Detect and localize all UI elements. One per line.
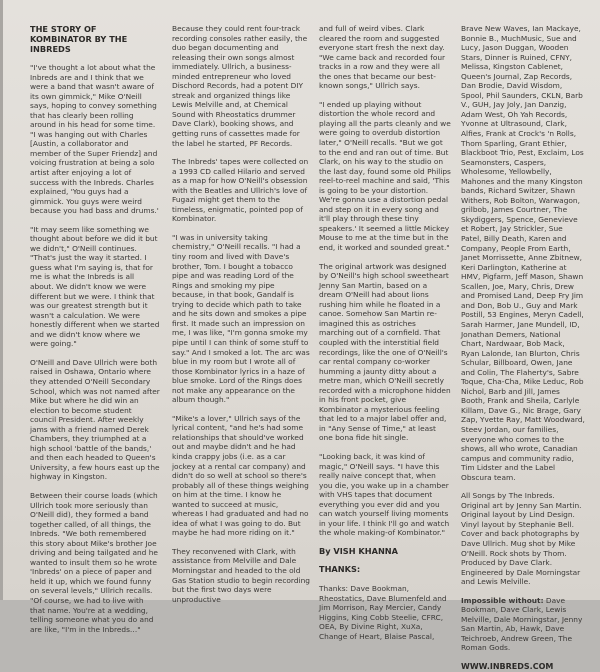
article-paragraph: "It may seem like something we thought about before we did it but we didn't," O'Neill continues. "That's just the way it started. I guess what I'm saying is, that for me is what the Inbreds is all about. We didn't know we were different but we were. I think that was our greatest strength but it wasn't a calculation. We were honestly different when we started and we didn't know where we were going." (30, 224, 160, 349)
article-paragraph: "Looking back, it was kind of magic," O'Neill says. "I have this really naive concept that, when you die, you wake up in a chamber with VHS tapes that document everything you ever did and you can watch yourself living moments in your life. I think I'll go and watch the whole making-of Kombinator." (319, 451, 450, 538)
credits-paragraph: All Songs by The Inbreds. Original art by Jenny San Martin. Original layout by Lind Design. Vinyl layout by Stephanie Bell. Cover and back photographs by Dave Ullrich. Mug shot by Mike O'Neill. Rock shots by Thom. Produced by Dave Clark. Engineered by Dale Morningstar and Lewis Melville. (461, 491, 582, 587)
article-paragraph: "Mike's a lover," Ullrich says of the lyrical content, "and he's had some relationships that should've worked out and maybe didn't and he had kinda crappy jobs (i.e. as a car jockey at a rental car company) and didn't do so well at school so there's probably all of these things weighing on him at the time. I know he wanted to succeed at music, whereas I had graduated and had no idea of what I was going to do. But maybe he had more riding on it." (172, 413, 309, 538)
impossible-without-names: Dave Bookman, Dave Clark, Lewis Melville, Dale Morningstar, Jenny San Martin, Ab, Hawk, Dave Teichroeb, Andrew Green, The Roman Gods. (461, 595, 583, 653)
thanks-paragraph: Thanks: Dave Bookman, Rheostatics, Dave Blumenfeld and Jim Morrison, Ray Mercier, Candy Higgins, King Cobb Steelie, CFRC, OEA, By Divine Right, XuXa, Change of Heart, Blaise Pascal, (319, 583, 447, 641)
page-edge-shadow (0, 0, 3, 600)
column-4 (461, 24, 585, 672)
article-paragraph: O'Neill and Dave Ullrich were both raised in Oshawa, Ontario where they attended O'Neill Secondary School, which was not named after Mike but where he did win an election to become student council President. After weekly jams with a friend named Derek Chambers, they triumphed at a high school 'battle of the bands,' and then each headed to Queen's University, a few hours east up the highway in Kingston. (30, 357, 160, 482)
article-paragraph: "I ended up playing without distortion the whole record and playing all the parts cleanly and we were going to overdub distortion later," O'Neill recalls. "But we got to the end and ran out of time. But Clark, on his way to the studio on the last day, found some old Philips reel-to-reel machine and said, 'This is going to be your distortion. We're gonna use a distortion pedal and step on it in every song and it'll play through these tiny speakers.' It seemed a little Mickey Mouse to me at the time but in the end, it worked and sounded great." (319, 99, 451, 253)
thanks-list: Brave New Waves, Ian Mackaye, Bonnie B., MuchMusic, Sue and Lucy, Jason Duggan, Wooden Stars, Dinner is Ruined, CFNY, Melissa, Kingston Cablenet, Queen's Journal, Zap Records, Dan Brodie, David Wisdom, Spool, Phil Saunders, CKLN, Barb V., GUH, Jay Joly, Jan Danzig, Adam West, Oh Yah Records, Yvonne at Ultrasound, Clark, Alfies, Frank at Crock's 'n Rolls, Thom Sparling, Grant Ethier, Blackboot Trio, Pest, Exclaim, Los Seamonsters, Caspers, Wholesome, Yellowbelly, Mahones and the many Kingston bands, Richard Switzer, Shawn Withers, Rob Bolton, Warwagon, grilbob, James Courtner, The Skydiggers, Spence, Genevieve et Robert, Jay Strickler, Sue Patel, Billy Death, Karen and Company, People From Earth, Janet Morrissette, Anne Zbitnew, Keri Darlington, Katherine at HMV, Pigfarm, Jeff Mason, Shawn Scallen, Joe, Mary, Chris, Drew and Promised Land, Deep Fry Jim and Don, Bob U., Guy and Mark Postill, 53 Engines, Meryn Cadell, Sarah Harmer, Jane Mundell, ID, Jonathan Demers, National Chart, Nardwaar, Bob Mack, Ryan Lalonde, Ian Blurton, Chris Schular, Billboard, Owen, Jane and Colin, The Flaherty's, Sabre Toque, Cha-Cha, Mike Leduc, Rob Nichol, Barb and Jill, James Booth, Frank and Sheila, Carlyle Killam, Dave G., Nic Brage, Gary Zap, Yvette Ray, Matt Woodward, Steev Jordan, our families, everyone who comes to the shows, all who wrote, Canadian campus and community radio, Tim Lidster and the Label Obscura team. (461, 24, 585, 482)
article-paragraph: Between their course loads (which Ullrich took more seriously than O'Neill did), they formed a band together called, of all things, the Inbreds. "We both remembered this story about Mike's brother Joe driving and being tailgated and he wanted to insult them so he wrote 'Inbreds' on a piece of paper and held it up, which we found funny on several levels," Ullrich recalls. "Of course, we had to live with that name. You're at a wedding, telling someone what you do and are like, "I'm in the Inbreds…" (30, 490, 158, 634)
article-paragraph: The original artwork was designed by O'Neill's high school sweetheart Jenny San Martin, based on a dream O'Neill had about lions rushing him while he floated in a canoe. Somehow San Martin re-imagined this as ostriches marching out of a cornfield. That coupled with the interstitial field recordings, like the one of O'Neill's car rental company co-worker humming a jaunty ditty about a metre man, which O'Neill secretly recorded with a microphone hidden in his front pocket, give Kombinator a mysterious feeling that led to a major label offer and, in "Any Sense of Time," at least one bona fide hit single. (319, 261, 451, 443)
article-paragraph: They reconvened with Clark, with assistance from Melville and Dale Morningstar and headed to the old Gas Station studio to begin recording but the first two days were unproductive (172, 546, 310, 604)
article-paragraph: "I was in university taking chemistry," O'Neill recalls. "I had a tiny room and lived with Dave's brother, Tom. I bought a tobacco pipe and was reading Lord of the Rings and smoking my pipe because, in that book, Gandalf is trying to decide which path to take and he sits down and smokes a pipe first. It made such an impression on me, I was like, "I'm gonna smoke my pipe until I can think of some stuff to say." And I smoked a lot. The arc was blue in my room but I wrote all of those Kombinator lyrics in a haze of blue smoke. Lord of the Rings does not make any appearance on the album though." (172, 232, 310, 405)
impossible-without-paragraph (461, 596, 585, 653)
author-byline: By VISH KHANNA (319, 545, 398, 556)
website-url: WWW.INBREDS.COM (461, 662, 554, 671)
article-paragraph: "I've thought a lot about what the Inbreds are and I think that we were a band that wasn't aware of its own gimmick," Mike O'Neill says, hoping to convey something that has clearly been rolling around in his head for some time. "I was hanging out with Charles [Austin, a collaborator and member of the Super Friendz] and voicing frustration at being a solo artist after enjoying a lot of success with the Inbreds. Charles explained, 'You guys had a gimmick. You guys were weird because you had bass and drums.' (30, 63, 159, 216)
impossible-without-label: Impossible without: (461, 595, 544, 605)
article-title: THE STORY OF KOMBINATOR BY THE INBREDS (30, 24, 128, 54)
article-paragraph: The Inbreds' tapes were collected on a 1993 CD called Hilario and served as a map for how O'Neill's obsession with the Beatles and Ullrich's love of Fugazi might get them to the timeless, enigmatic, pointed pop of Kombinator. (172, 157, 309, 224)
column-1 (30, 24, 160, 643)
article-paragraph: Because they could rent four-track recording consoles rather easily, the duo began documenting and releasing their own songs almost immediately. Ullrich, a business-minded entrepreneur who loved Dischord Records, had a potent DIY streak and organized things like Lewis Melville and, at Chemical Sound with Rheostatics drummer Dave Clark), booking shows, and getting runs of cassettes made for the label he started, PF Records. (172, 24, 308, 148)
article-paragraph: and full of weird vibes. Clark cleared the room and suggested everyone start fresh the next day. "We came back and recorded four tracks in a row and they were all the ones that became our best-known songs," Ullrich says. (319, 24, 446, 91)
thanks-heading: THANKS: (319, 564, 361, 575)
column-2 (172, 24, 310, 613)
column-3 (319, 24, 451, 650)
